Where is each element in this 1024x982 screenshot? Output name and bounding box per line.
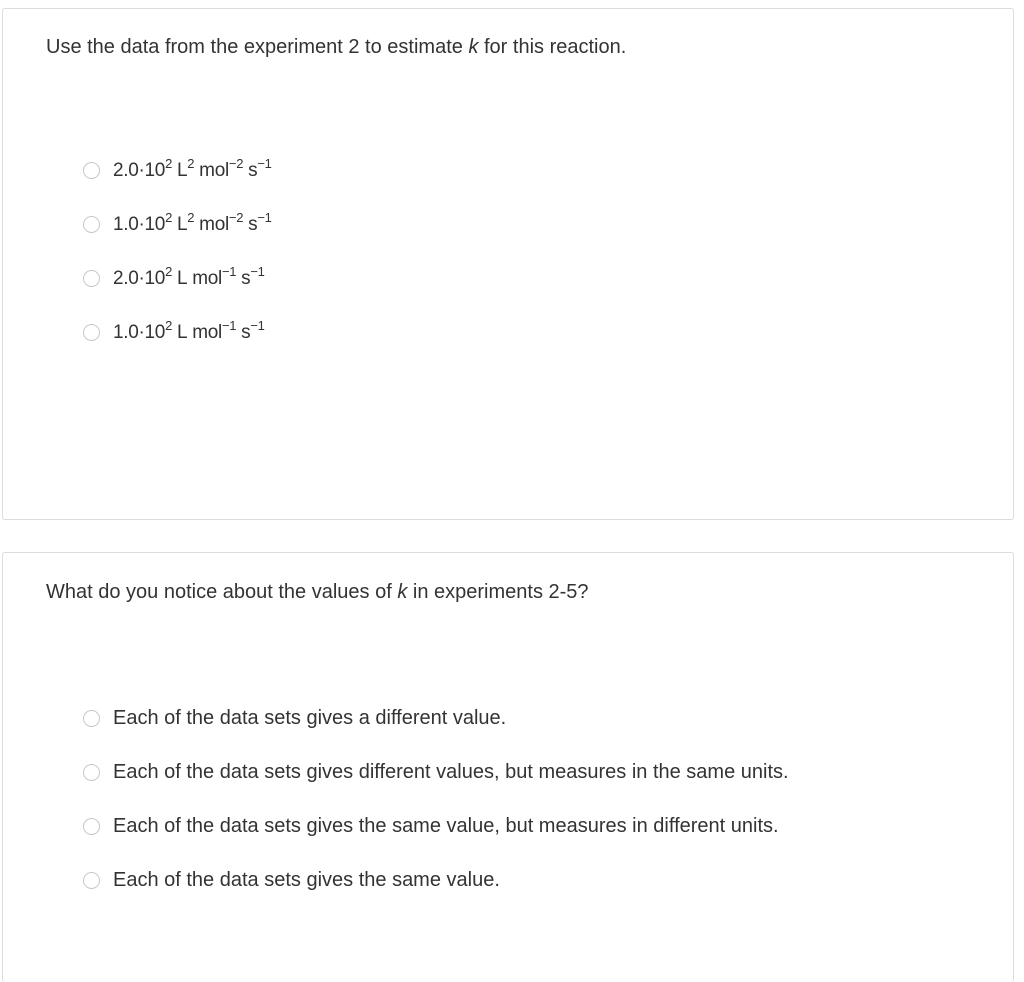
answer-label: Each of the data sets gives different values, but measures in the same units.: [113, 761, 789, 783]
unit: L: [172, 267, 188, 289]
answer-option[interactable]: [83, 705, 789, 732]
question-text-part: for this reaction.: [478, 36, 627, 58]
answer-label: Each of the data sets gives the same value, but measures in different units.: [113, 815, 779, 837]
answer-options: [83, 705, 789, 921]
unit: mol: [187, 321, 222, 343]
question-text-part: in experiments 2-5?: [407, 581, 589, 603]
unit-exponent: −1: [221, 263, 237, 279]
unit: s: [236, 267, 251, 289]
question-text-part: Use the data from the experiment 2 to estimate: [46, 36, 469, 58]
unit-exponent: −1: [257, 155, 272, 171]
question-variable: k: [397, 581, 408, 603]
radio-button[interactable]: [83, 764, 100, 781]
answer-label: [113, 155, 272, 182]
question-text: [46, 36, 626, 59]
answer-option[interactable]: [83, 867, 789, 894]
question-text-part: What do you notice about the values of: [46, 581, 398, 603]
unit-exponent: −1: [221, 317, 237, 333]
unit-exponent: −2: [228, 155, 244, 171]
unit: mol: [187, 267, 222, 289]
coefficient: 1.0·10: [113, 321, 166, 343]
coefficient: 2.0·10: [113, 159, 166, 181]
answer-option[interactable]: [83, 157, 272, 184]
radio-button[interactable]: [83, 710, 100, 727]
radio-button[interactable]: [83, 216, 100, 233]
unit: L: [172, 213, 188, 235]
exponent: 2: [165, 155, 173, 171]
radio-button[interactable]: [83, 872, 100, 889]
unit: s: [236, 321, 251, 343]
coefficient: 1.0·10: [113, 213, 166, 235]
radio-button[interactable]: [83, 324, 100, 341]
answer-option[interactable]: [83, 211, 272, 238]
radio-button[interactable]: [83, 818, 100, 835]
unit-exponent: −1: [250, 317, 265, 333]
exponent: 2: [165, 263, 173, 279]
answer-options: [83, 157, 272, 373]
unit: s: [243, 159, 258, 181]
unit: L: [172, 321, 188, 343]
unit-exponent: 2: [187, 155, 195, 171]
unit: s: [243, 213, 258, 235]
answer-option[interactable]: [83, 319, 272, 346]
exponent: 2: [165, 317, 173, 333]
unit: L: [172, 159, 188, 181]
radio-button[interactable]: [83, 162, 100, 179]
answer-label: Each of the data sets gives the same value.: [113, 869, 500, 891]
answer-label: Each of the data sets gives a different value.: [113, 707, 507, 729]
answer-option[interactable]: [83, 265, 272, 292]
answer-option[interactable]: [83, 759, 789, 786]
question-text: [46, 581, 589, 604]
unit-exponent: −1: [257, 209, 272, 225]
coefficient: 2.0·10: [113, 267, 166, 289]
answer-label: [113, 317, 265, 344]
unit: mol: [194, 159, 229, 181]
unit-exponent: 2: [187, 209, 195, 225]
question-variable: k: [468, 36, 479, 58]
unit: mol: [194, 213, 229, 235]
exponent: 2: [165, 209, 173, 225]
answer-label: [113, 209, 272, 236]
question-card-1: [2, 8, 1014, 520]
unit-exponent: −1: [250, 263, 265, 279]
answer-label: [113, 263, 265, 290]
question-card-2: [2, 552, 1014, 982]
radio-button[interactable]: [83, 270, 100, 287]
answer-option[interactable]: [83, 813, 789, 840]
unit-exponent: −2: [228, 209, 244, 225]
